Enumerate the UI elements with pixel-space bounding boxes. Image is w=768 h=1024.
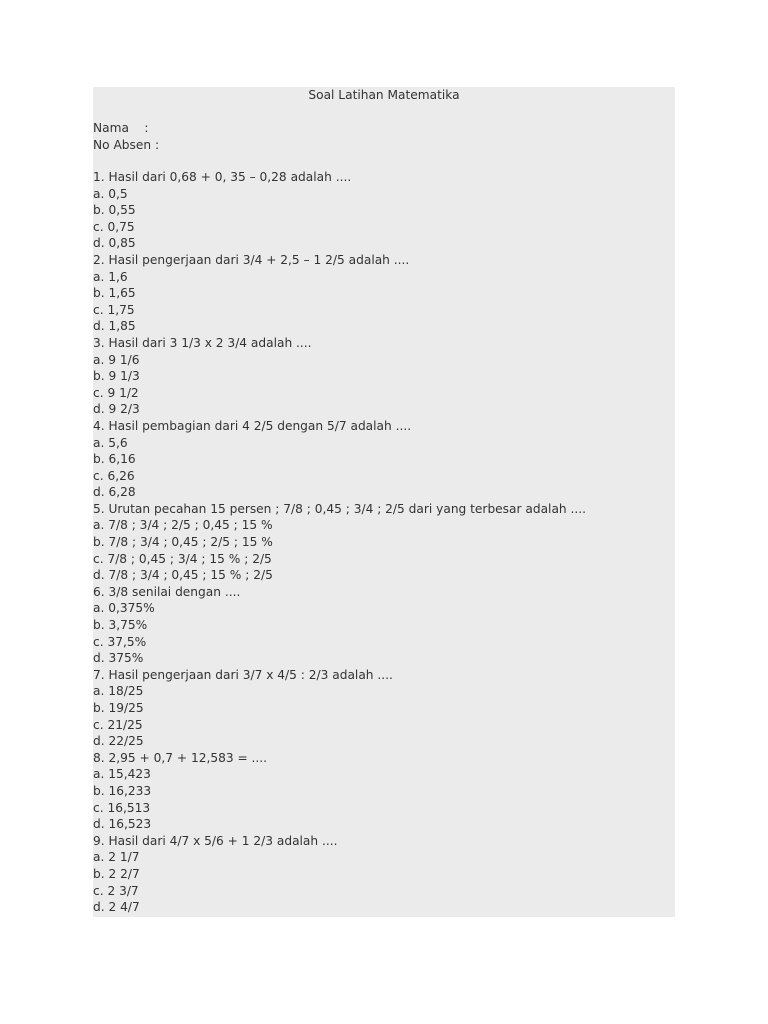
question-text: 2. Hasil pengerjaan dari 3/4 + 2,5 – 1 2/5 adalah .... (93, 252, 410, 267)
document-title: Soal Latihan Matematika (308, 88, 460, 102)
answer-option-a: a. 1,6 (93, 269, 128, 284)
question-text: 6. 3/8 senilai dengan .... (93, 584, 241, 599)
answer-option-b: b. 16,233 (93, 783, 152, 798)
answer-option-a: a. 7/8 ; 3/4 ; 2/5 ; 0,45 ; 15 % (93, 518, 273, 533)
question-text: 9. Hasil dari 4/7 x 5/6 + 1 2/3 adalah .... (93, 833, 338, 848)
answer-option-a: a. 0,375% (93, 601, 155, 616)
question-6 (93, 584, 586, 667)
question-5 (93, 501, 586, 584)
question-1 (93, 169, 586, 252)
answer-option-b: b. 3,75% (93, 618, 148, 633)
answer-option-c: c. 7/8 ; 0,45 ; 3/4 ; 15 % ; 2/5 (93, 551, 272, 566)
question-7 (93, 667, 586, 750)
answer-option-d: d. 16,523 (93, 817, 152, 832)
question-list (93, 169, 586, 916)
answer-option-d: d. 22/25 (93, 734, 144, 749)
answer-option-b: b. 7/8 ; 3/4 ; 0,45 ; 2/5 ; 15 % (93, 535, 273, 550)
question-text: 8. 2,95 + 0,7 + 12,583 = .... (93, 750, 268, 765)
answer-option-d: d. 375% (93, 651, 144, 666)
answer-option-d: d. 2 4/7 (93, 900, 140, 915)
answer-option-c: c. 37,5% (93, 634, 147, 649)
answer-option-a: a. 15,423 (93, 767, 151, 782)
answer-option-d: d. 1,85 (93, 319, 136, 334)
name-field-label: Nama : (93, 121, 149, 135)
answer-option-a: a. 0,5 (93, 186, 128, 201)
question-text: 4. Hasil pembagian dari 4 2/5 dengan 5/7 adalah .... (93, 418, 412, 433)
question-9 (93, 833, 586, 916)
answer-option-d: d. 6,28 (93, 485, 136, 500)
answer-option-c: c. 6,26 (93, 468, 135, 483)
answer-option-b: b. 0,55 (93, 203, 136, 218)
answer-option-a: a. 2 1/7 (93, 850, 140, 865)
answer-option-d: d. 9 2/3 (93, 402, 140, 417)
answer-option-b: b. 19/25 (93, 701, 144, 715)
answer-option-a: a. 18/25 (93, 684, 144, 699)
question-text: 1. Hasil dari 0,68 + 0, 35 – 0,28 adalah .... (93, 170, 352, 184)
answer-option-d: d. 0,85 (93, 236, 136, 251)
answer-option-c: c. 2 3/7 (93, 883, 139, 898)
question-text: 3. Hasil dari 3 1/3 x 2 3/4 adalah .... (93, 335, 312, 350)
answer-option-c: c. 9 1/2 (93, 385, 139, 400)
answer-option-b: b. 6,16 (93, 452, 136, 467)
answer-option-c: c. 16,513 (93, 800, 151, 815)
question-3 (93, 335, 586, 418)
question-4 (93, 418, 586, 501)
answer-option-b: b. 9 1/3 (93, 369, 140, 384)
answer-option-d: d. 7/8 ; 3/4 ; 0,45 ; 15 % ; 2/5 (93, 568, 273, 583)
answer-option-b: b. 1,65 (93, 286, 136, 301)
document-page (93, 87, 675, 917)
answer-option-c: c. 21/25 (93, 717, 143, 732)
question-text: 5. Urutan pecahan 15 persen ; 7/8 ; 0,45 ; 3/4 ; 2/5 dari yang terbesar adalah .... (93, 501, 587, 516)
question-text: 7. Hasil pengerjaan dari 3/7 x 4/5 : 2/3 adalah .... (93, 667, 393, 682)
answer-option-c: c. 1,75 (93, 302, 135, 317)
question-2 (93, 252, 586, 335)
answer-option-a: a. 9 1/6 (93, 352, 140, 367)
answer-option-b: b. 2 2/7 (93, 866, 140, 881)
question-8 (93, 750, 586, 833)
answer-option-c: c. 0,75 (93, 219, 135, 234)
attendance-number-label: No Absen : (93, 137, 160, 152)
answer-option-a: a. 5,6 (93, 435, 128, 450)
student-info (93, 120, 159, 153)
